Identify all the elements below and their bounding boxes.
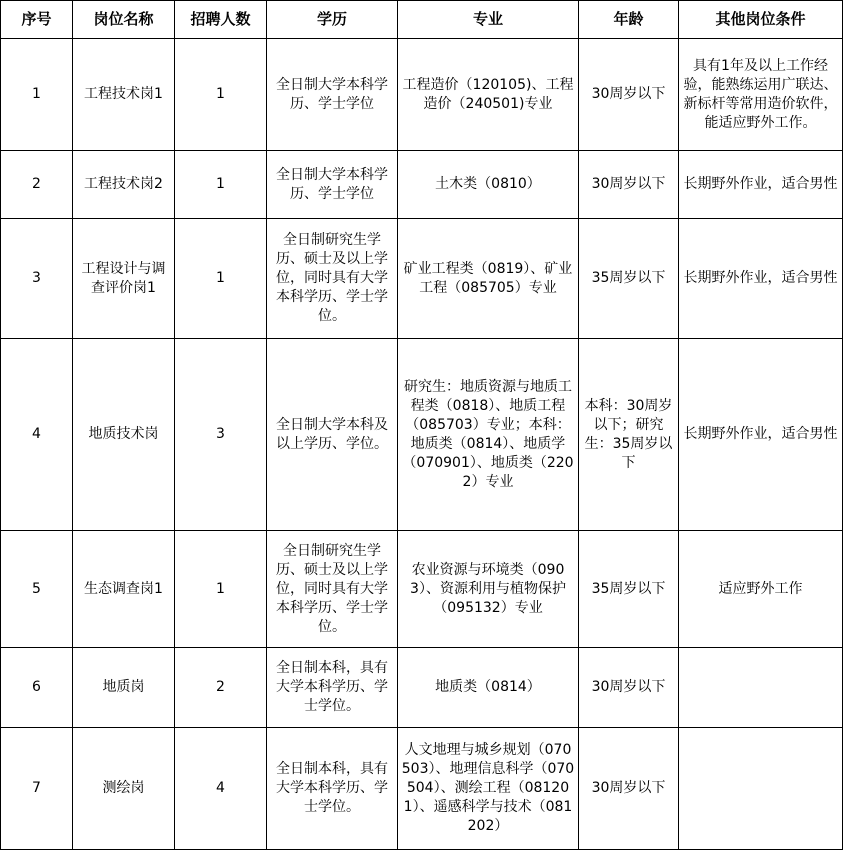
- cell-no: 6: [1, 648, 73, 728]
- header-other: 其他岗位条件: [679, 1, 843, 39]
- cell-education: 全日制大学本科学历、学士学位: [267, 151, 398, 219]
- cell-education: 全日制本科，具有大学本科学历、学士学位。: [267, 648, 398, 728]
- table-row: [1, 728, 843, 850]
- cell-education: 全日制大学本科及以上学历、学位。: [267, 339, 398, 531]
- table-row: [1, 339, 843, 531]
- cell-age: 30周岁以下: [579, 151, 679, 219]
- cell-position: 地质岗: [73, 648, 175, 728]
- cell-age: 30周岁以下: [579, 648, 679, 728]
- cell-no: 4: [1, 339, 73, 531]
- cell-position: 工程设计与调查评价岗1: [73, 219, 175, 339]
- header-education: 学历: [267, 1, 398, 39]
- header-major: 专业: [398, 1, 579, 39]
- cell-other: [679, 728, 843, 850]
- cell-major: 工程造价（120105)、工程造价（240501)专业: [398, 39, 579, 151]
- header-no: 序号: [1, 1, 73, 39]
- cell-count: 1: [175, 39, 267, 151]
- cell-education: 全日制研究生学历、硕士及以上学位，同时具有大学本科学历、学士学位。: [267, 531, 398, 648]
- cell-education: 全日制大学本科学历、学士学位: [267, 39, 398, 151]
- cell-other: 长期野外作业，适合男性: [679, 339, 843, 531]
- cell-major: 农业资源与环境类（0903）、资源利用与植物保护（095132）专业: [398, 531, 579, 648]
- cell-count: 4: [175, 728, 267, 850]
- cell-other: 长期野外作业，适合男性: [679, 151, 843, 219]
- cell-other: 适应野外工作: [679, 531, 843, 648]
- cell-age: 35周岁以下: [579, 531, 679, 648]
- cell-count: 3: [175, 339, 267, 531]
- cell-age: 30周岁以下: [579, 39, 679, 151]
- cell-major: 土木类（0810）: [398, 151, 579, 219]
- header-row: [1, 1, 843, 39]
- table-row: [1, 39, 843, 151]
- cell-other: 长期野外作业，适合男性: [679, 219, 843, 339]
- cell-other: [679, 648, 843, 728]
- cell-major: 矿业工程类（0819）、矿业工程（085705）专业: [398, 219, 579, 339]
- cell-no: 1: [1, 39, 73, 151]
- table-row: [1, 648, 843, 728]
- cell-no: 5: [1, 531, 73, 648]
- cell-age: 30周岁以下: [579, 728, 679, 850]
- cell-no: 2: [1, 151, 73, 219]
- cell-count: 1: [175, 531, 267, 648]
- cell-education: 全日制研究生学历、硕士及以上学位，同时具有大学本科学历、学士学位。: [267, 219, 398, 339]
- cell-major: 地质类（0814）: [398, 648, 579, 728]
- cell-position: 生态调查岗1: [73, 531, 175, 648]
- cell-age: 35周岁以下: [579, 219, 679, 339]
- cell-major: 研究生：地质资源与地质工程类（0818）、地质工程（085703）专业；本科：地质类（0814）、地质学（070901）、地质类（2202）专业: [398, 339, 579, 531]
- header-position: 岗位名称: [73, 1, 175, 39]
- cell-no: 3: [1, 219, 73, 339]
- cell-position: 测绘岗: [73, 728, 175, 850]
- cell-count: 1: [175, 151, 267, 219]
- cell-other: 具有1年及以上工作经验，能熟练运用广联达、新标杆等常用造价软件，能适应野外工作。: [679, 39, 843, 151]
- cell-position: 工程技术岗1: [73, 39, 175, 151]
- table-row: [1, 219, 843, 339]
- cell-age: 本科：30周岁以下；研究生：35周岁以下: [579, 339, 679, 531]
- table-row: [1, 531, 843, 648]
- cell-count: 2: [175, 648, 267, 728]
- cell-education: 全日制本科，具有大学本科学历、学士学位。: [267, 728, 398, 850]
- table-row: [1, 151, 843, 219]
- cell-major: 人文地理与城乡规划（070503）、地理信息科学（070504）、测绘工程（081201）、遥感科学与技术（081202）: [398, 728, 579, 850]
- cell-no: 7: [1, 728, 73, 850]
- header-age: 年龄: [579, 1, 679, 39]
- cell-count: 1: [175, 219, 267, 339]
- cell-position: 地质技术岗: [73, 339, 175, 531]
- cell-position: 工程技术岗2: [73, 151, 175, 219]
- header-count: 招聘人数: [175, 1, 267, 39]
